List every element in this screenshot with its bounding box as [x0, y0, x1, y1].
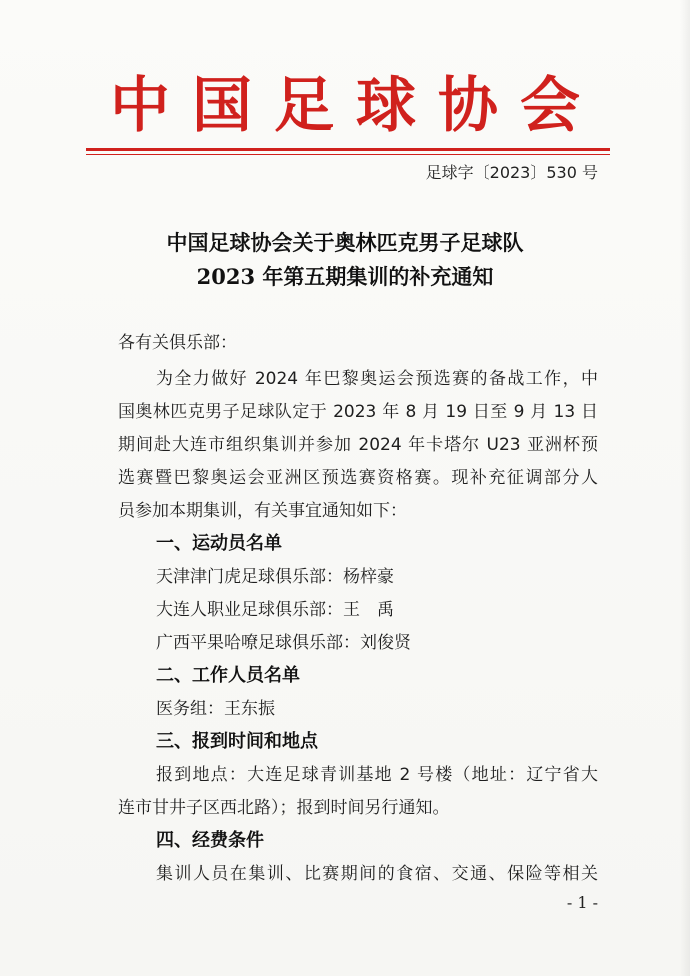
athlete-entry: 大连人职业足球俱乐部：王 禹	[156, 600, 394, 620]
section-heading-athletes: 一、运动员名单	[156, 533, 282, 554]
paragraph-line: 选赛暨巴黎奥运会亚洲区预选赛资格赛。现补充征调部分人	[118, 468, 598, 488]
document-title-line-2: 2023 年第五期集训的补充通知	[196, 264, 494, 289]
funding-line: 集训人员在集训、比赛期间的食宿、交通、保险等相关	[156, 864, 598, 884]
red-rule-thick	[86, 148, 610, 151]
section-heading-funding: 四、经费条件	[156, 830, 264, 851]
athlete-entry: 广西平果哈嘹足球俱乐部：刘俊贤	[156, 633, 411, 653]
paragraph-line: 员参加本期集训，有关事宜通知如下：	[118, 501, 407, 521]
section-heading-staff: 二、工作人员名单	[156, 665, 300, 686]
org-title: 中国足球协会	[110, 71, 602, 141]
report-line: 连市甘井子区西北路）；报到时间另行通知。	[118, 798, 450, 818]
salutation: 各有关俱乐部：	[118, 333, 237, 353]
section-heading-report: 三、报到时间和地点	[156, 731, 318, 752]
paragraph-line: 为全力做好 2024 年巴黎奥运会预选赛的备战工作，中	[156, 369, 598, 389]
report-line: 报到地点：大连足球青训基地 2 号楼（地址：辽宁省大	[156, 765, 598, 785]
paragraph-line: 国奥林匹克男子足球队定于 2023 年 8 月 19 日至 9 月 13 日	[118, 402, 598, 422]
athlete-entry: 天津津门虎足球俱乐部：杨梓豪	[156, 567, 394, 587]
page-number: - 1 -	[566, 893, 598, 912]
red-rule-thin	[86, 154, 610, 155]
paragraph-line: 期间赴大连市组织集训并参加 2024 年卡塔尔 U23 亚洲杯预	[118, 435, 598, 455]
document-number: 足球字〔2023〕530 号	[425, 163, 598, 182]
staff-entry: 医务组：王东振	[156, 699, 275, 719]
page-edge-shadow	[680, 0, 690, 976]
document-title-line-1: 中国足球协会关于奥林匹克男子足球队	[166, 230, 524, 255]
